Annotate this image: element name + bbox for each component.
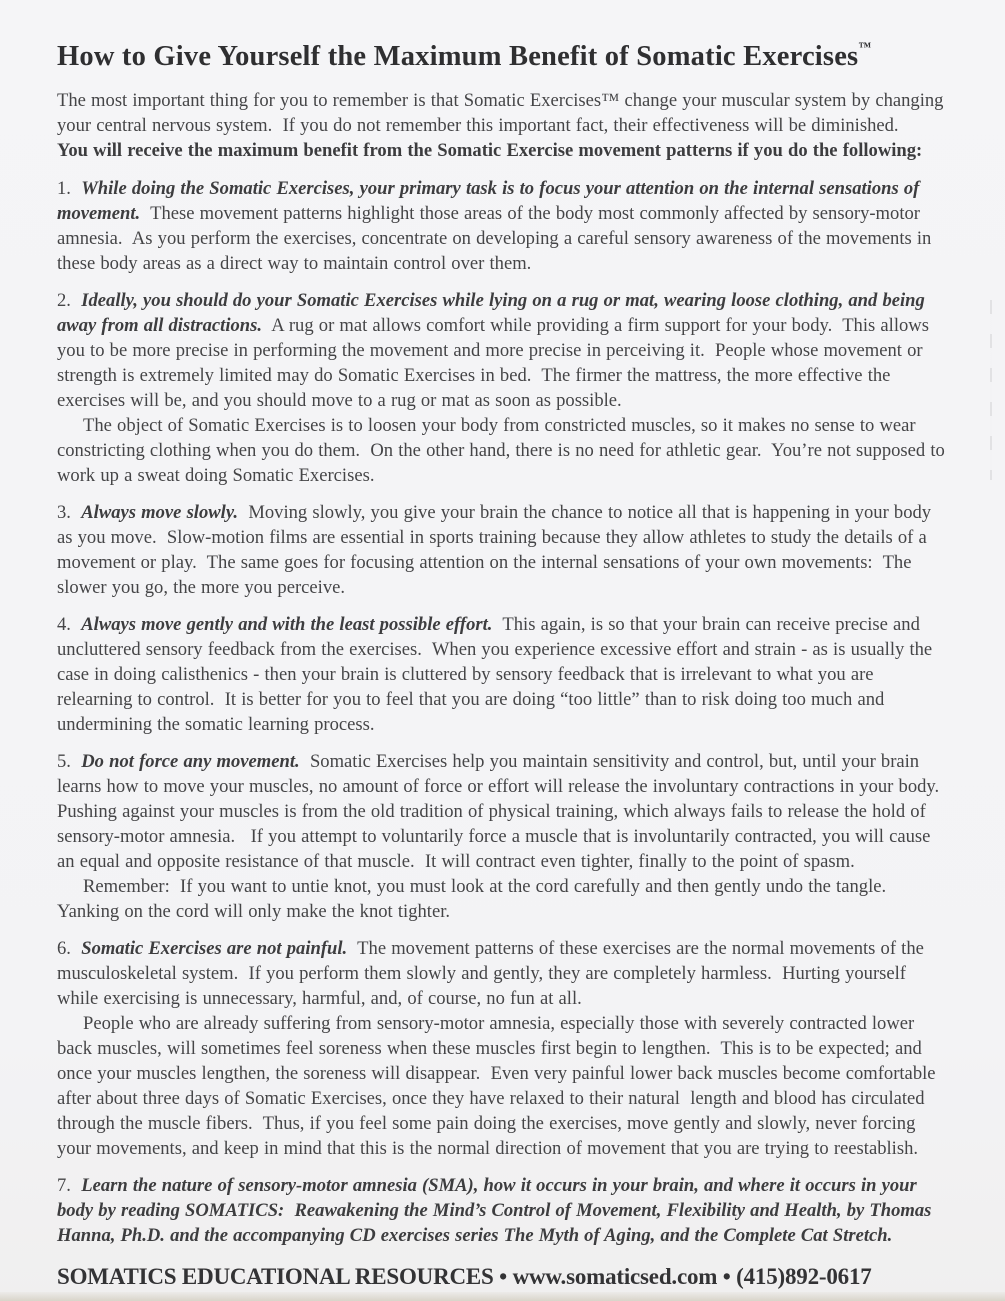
- section-6-paragraph-2: People who are already suffering from sensory-motor amnesia, especially those with severely contracted lower back muscles, will sometimes feel soreness when these muscles first begin to lengthen. This is to be expected; and once your muscles lengthen, the soreness will disappear. Even very painful lower back muscles become comfortable after about three days of Somatic Exercises, once they have relaxed to their natural length and blood has circulated through the muscle fibers. Thus, if you feel some pain doing the exercises, move gently and slowly, never forcing your movements, and keep in mind that this is the normal direction of movement that you are trying to reestablish.: [57, 1013, 941, 1159]
- section-3-lead: Always move slowly.: [81, 502, 239, 523]
- section-4-lead: Always move gently and with the least possible effort.: [81, 614, 493, 635]
- section-1: [57, 176, 947, 276]
- section-4-number: 4.: [57, 614, 71, 635]
- section-2-paragraph-2: The object of Somatic Exercises is to loosen your body from constricted muscles, so it makes no sense to wear constricting clothing when you do them. On the other hand, there is no need for athletic gear. You’re not supposed to work up a sweat doing Somatic Exercises.: [57, 415, 950, 486]
- section-6-number: 6.: [57, 938, 71, 959]
- page-title-text: How to Give Yourself the Maximum Benefit of Somatic Exercises: [57, 41, 859, 72]
- section-1-number: 1.: [57, 178, 71, 199]
- section-5: [57, 749, 950, 924]
- section-2: [57, 288, 950, 488]
- section-3-lead-paragraph: 3. Always move slowly. Moving slowly, you give your brain the chance to notice all that is happening in your body as you move. Slow-motion films are essential in sports training because they allow athletes to study the details of a movement or play. The same goes for focusing attention on the internal sensations of your own movements: The slower you go, the more you perceive.: [57, 502, 937, 598]
- section-6-lead-paragraph: 6. Somatic Exercises are not painful. The movement patterns of these exercises are the normal movements of the musculoskeletal system. If you perform them slowly and gently, they are completely harmless. Hurting yourself while exercising is unnecessary, harmful, and, of course, no fun at all.: [57, 938, 930, 1009]
- section-4: [57, 612, 947, 737]
- section-3-number: 3.: [57, 502, 71, 523]
- section-7-lead: Learn the nature of sensory-motor amnesia (SMA), how it occurs in your brain, and where it occurs in your body by reading SOMATICS: Reawakening the Mind’s Control of Movement, Flexibility and Health, by Thomas Hanna, Ph.D. and the accompanying CD exercises series The Myth of Aging, and the Complete Cat Stretch.: [57, 1175, 937, 1246]
- section-6: [57, 936, 947, 1161]
- section-2-number: 2.: [57, 290, 71, 311]
- scan-artifact-right-edge: [990, 300, 992, 480]
- section-3: [57, 500, 947, 600]
- section-7-lead-paragraph: [57, 1173, 947, 1248]
- section-7-number: 7.: [57, 1175, 71, 1196]
- section-1-lead-paragraph: 1. While doing the Somatic Exercises, your primary task is to focus your attention on the internal sensations of movement. These movement patterns highlight those areas of the body most commonly affected by sensory-motor amnesia. As you perform the exercises, concentrate on developing a careful sensory awareness of the movements in these body areas as a direct way to maintain control over them.: [57, 178, 937, 274]
- section-7: [57, 1173, 947, 1248]
- sections-container: [57, 176, 950, 1248]
- section-5-lead: Do not force any movement.: [81, 751, 300, 772]
- section-6-lead: Somatic Exercises are not painful.: [81, 938, 348, 959]
- section-5-paragraph-2: Remember: If you want to untie knot, you must look at the cord carefully and then gently undo the tangle. Yanking on the cord will only make the knot tighter.: [57, 876, 896, 922]
- intro-bold-lead: You will receive the maximum benefit from the Somatic Exercise movement patterns if you do the following:: [57, 140, 923, 161]
- section-1-lead: While doing the Somatic Exercises, your primary task is to focus your attention on the internal sensations of movement.: [57, 178, 925, 224]
- scan-artifact-bottom-edge: [0, 1292, 1005, 1301]
- section-2-lead: Ideally, you should do your Somatic Exercises while lying on a rug or mat, wearing loose clothing, and being away from all distractions.: [57, 290, 930, 336]
- page-title: [57, 40, 947, 73]
- footer-line: SOMATICS EDUCATIONAL RESOURCES • www.somaticsed.com • (415)892-0617: [57, 1264, 872, 1289]
- intro-paragraph: [57, 88, 947, 163]
- section-5-number: 5.: [57, 751, 71, 772]
- trademark-symbol: ™: [858, 40, 872, 54]
- section-4-lead-paragraph: 4. Always move gently and with the least possible effort. This again, is so that your brain can receive precise and uncluttered sensory feedback from the exercises. When you experience excessive effort and strain - as is usually the case in doing calisthenics - then your brain is cluttered by sensory feedback that is irrelevant to what you are relearning to control. It is better for you to feel that you are doing “too little” than to risk doing too much and undermining the somatic learning process.: [57, 614, 938, 735]
- section-5-lead-paragraph: 5. Do not force any movement. Somatic Exercises help you maintain sensitivity and control, but, until your brain learns how to move your muscles, no amount of force or effort will release the involuntary contractions in your body. Pushing against your muscles is from the old tradition of physical training, which always fails to release the hold of sensory-motor amnesia. If you attempt to voluntarily force a muscle that is involuntarily contracted, you will cause an equal and opposite resistance of that muscle. It will contract even tighter, finally to the point of spasm.: [57, 751, 950, 872]
- intro-text: The most important thing for you to remember is that Somatic Exercises™ change your muscular system by changing your central nervous system. If you do not remember this important fact, their effectiveness will be diminished.: [57, 90, 949, 136]
- section-2-lead-paragraph: 2. Ideally, you should do your Somatic Exercises while lying on a rug or mat, wearing loose clothing, and being away from all distractions. A rug or mat allows comfort while providing a firm support for your body. This allows you to be more precise in performing the movement and more precise in perceiving it. People whose movement or strength is extremely limited may do Somatic Exercises in bed. The firmer the mattress, the more effective the exercises will be, and you should move to a rug or mat as soon as possible.: [57, 290, 935, 411]
